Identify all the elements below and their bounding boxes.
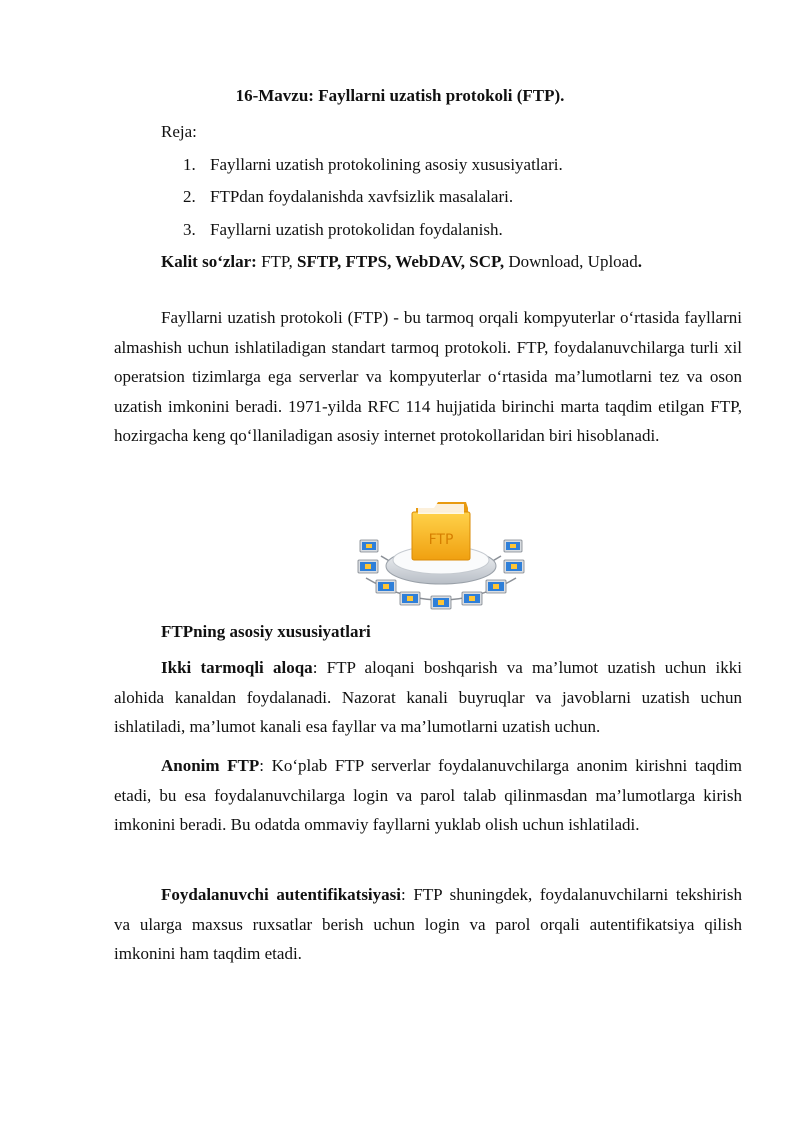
keywords-label: Kalit so‘zlar: — [161, 252, 257, 271]
plan-item-number: 3. — [183, 220, 196, 239]
feature-text: : FTP aloqani boshqarish va ma’lumot uzatish uchun ikki alohida kanaldan foydalanadi. Nazorat kanali buyruqlar va javoblarni uzatish uchun ishlatiladi, ma’lumot kanali esa fayllar va ma’lumotlarni uzatish uchun. — [114, 658, 742, 736]
feature-term: Foydalanuvchi autentifikatsiyasi — [161, 885, 401, 904]
intro-paragraph — [114, 303, 742, 451]
keywords-line — [161, 252, 642, 272]
feature-paragraph — [114, 653, 742, 742]
plan-item-text: Fayllarni uzatish protokolining asosiy xususiyatlari. — [210, 155, 563, 174]
ftp-illustration — [356, 494, 526, 618]
keywords-end: . — [637, 252, 642, 271]
feature-term: Ikki tarmoqli aloqa — [161, 658, 313, 677]
plan-item-text: FTPdan foydalanishda xavfsizlik masalalari. — [210, 187, 514, 206]
plan-item-text: Fayllarni uzatish protokolidan foydalanish. — [210, 220, 503, 239]
folder-label: FTP — [428, 532, 454, 548]
plan-item-number: 1. — [183, 155, 196, 174]
plan-item — [183, 220, 503, 240]
feature-paragraph — [114, 880, 742, 969]
plan-label: Reja: — [161, 122, 197, 141]
page-title: 16-Mavzu: Fayllarni uzatish protokoli (FTP). — [235, 86, 565, 105]
plan-item — [183, 155, 563, 175]
keywords-bold-terms: SFTP, FTPS, WebDAV, SCP, — [297, 252, 505, 271]
intro-text: Fayllarni uzatish protokoli (FTP) - bu tarmoq orqali kompyuterlar o‘rtasida fayllarni almashish uchun ishlatiladigan standart tarmoq protokoli. FTP, foydalanuvchilarga turli xil operatsion tizimlarga ega serverlar va kompyuterlar o‘rtasida ma’lumotlarni tez va oson uzatish imkonini beradi. 1971-yilda RFC 114 hujjatida birinchi marta taqdim etilgan FTP, hozirgacha keng qo‘llaniladigan asosiy internet protokollaridan biri hisoblanadi. — [114, 308, 742, 445]
feature-text: : FTP shuningdek, foydalanuvchilarni tekshirish va ularga maxsus ruxsatlar berish uchun login va parol orqali autentifikatsiya qilish imkonini ham taqdim etadi. — [114, 885, 742, 963]
feature-term: Anonim FTP — [161, 756, 260, 775]
keywords-rest: Download, Upload — [504, 252, 638, 271]
feature-text: : Ko‘plab FTP serverlar foydalanuvchilarga anonim kirishni taqdim etadi, bu esa foydalanuvchilarga login va parol talab qilinmasdan ma’lumotlarga kirish imkonini beradi. Bu odatda ommaviy fayllarni yuklab olish uchun ishlatiladi. — [114, 756, 742, 834]
feature-paragraph — [114, 751, 742, 840]
plan-item-number: 2. — [183, 187, 196, 206]
keyword-ftp: FTP, — [256, 252, 298, 271]
section-heading: FTPning asosiy xususiyatlari — [161, 622, 371, 641]
plan-item — [183, 187, 513, 207]
